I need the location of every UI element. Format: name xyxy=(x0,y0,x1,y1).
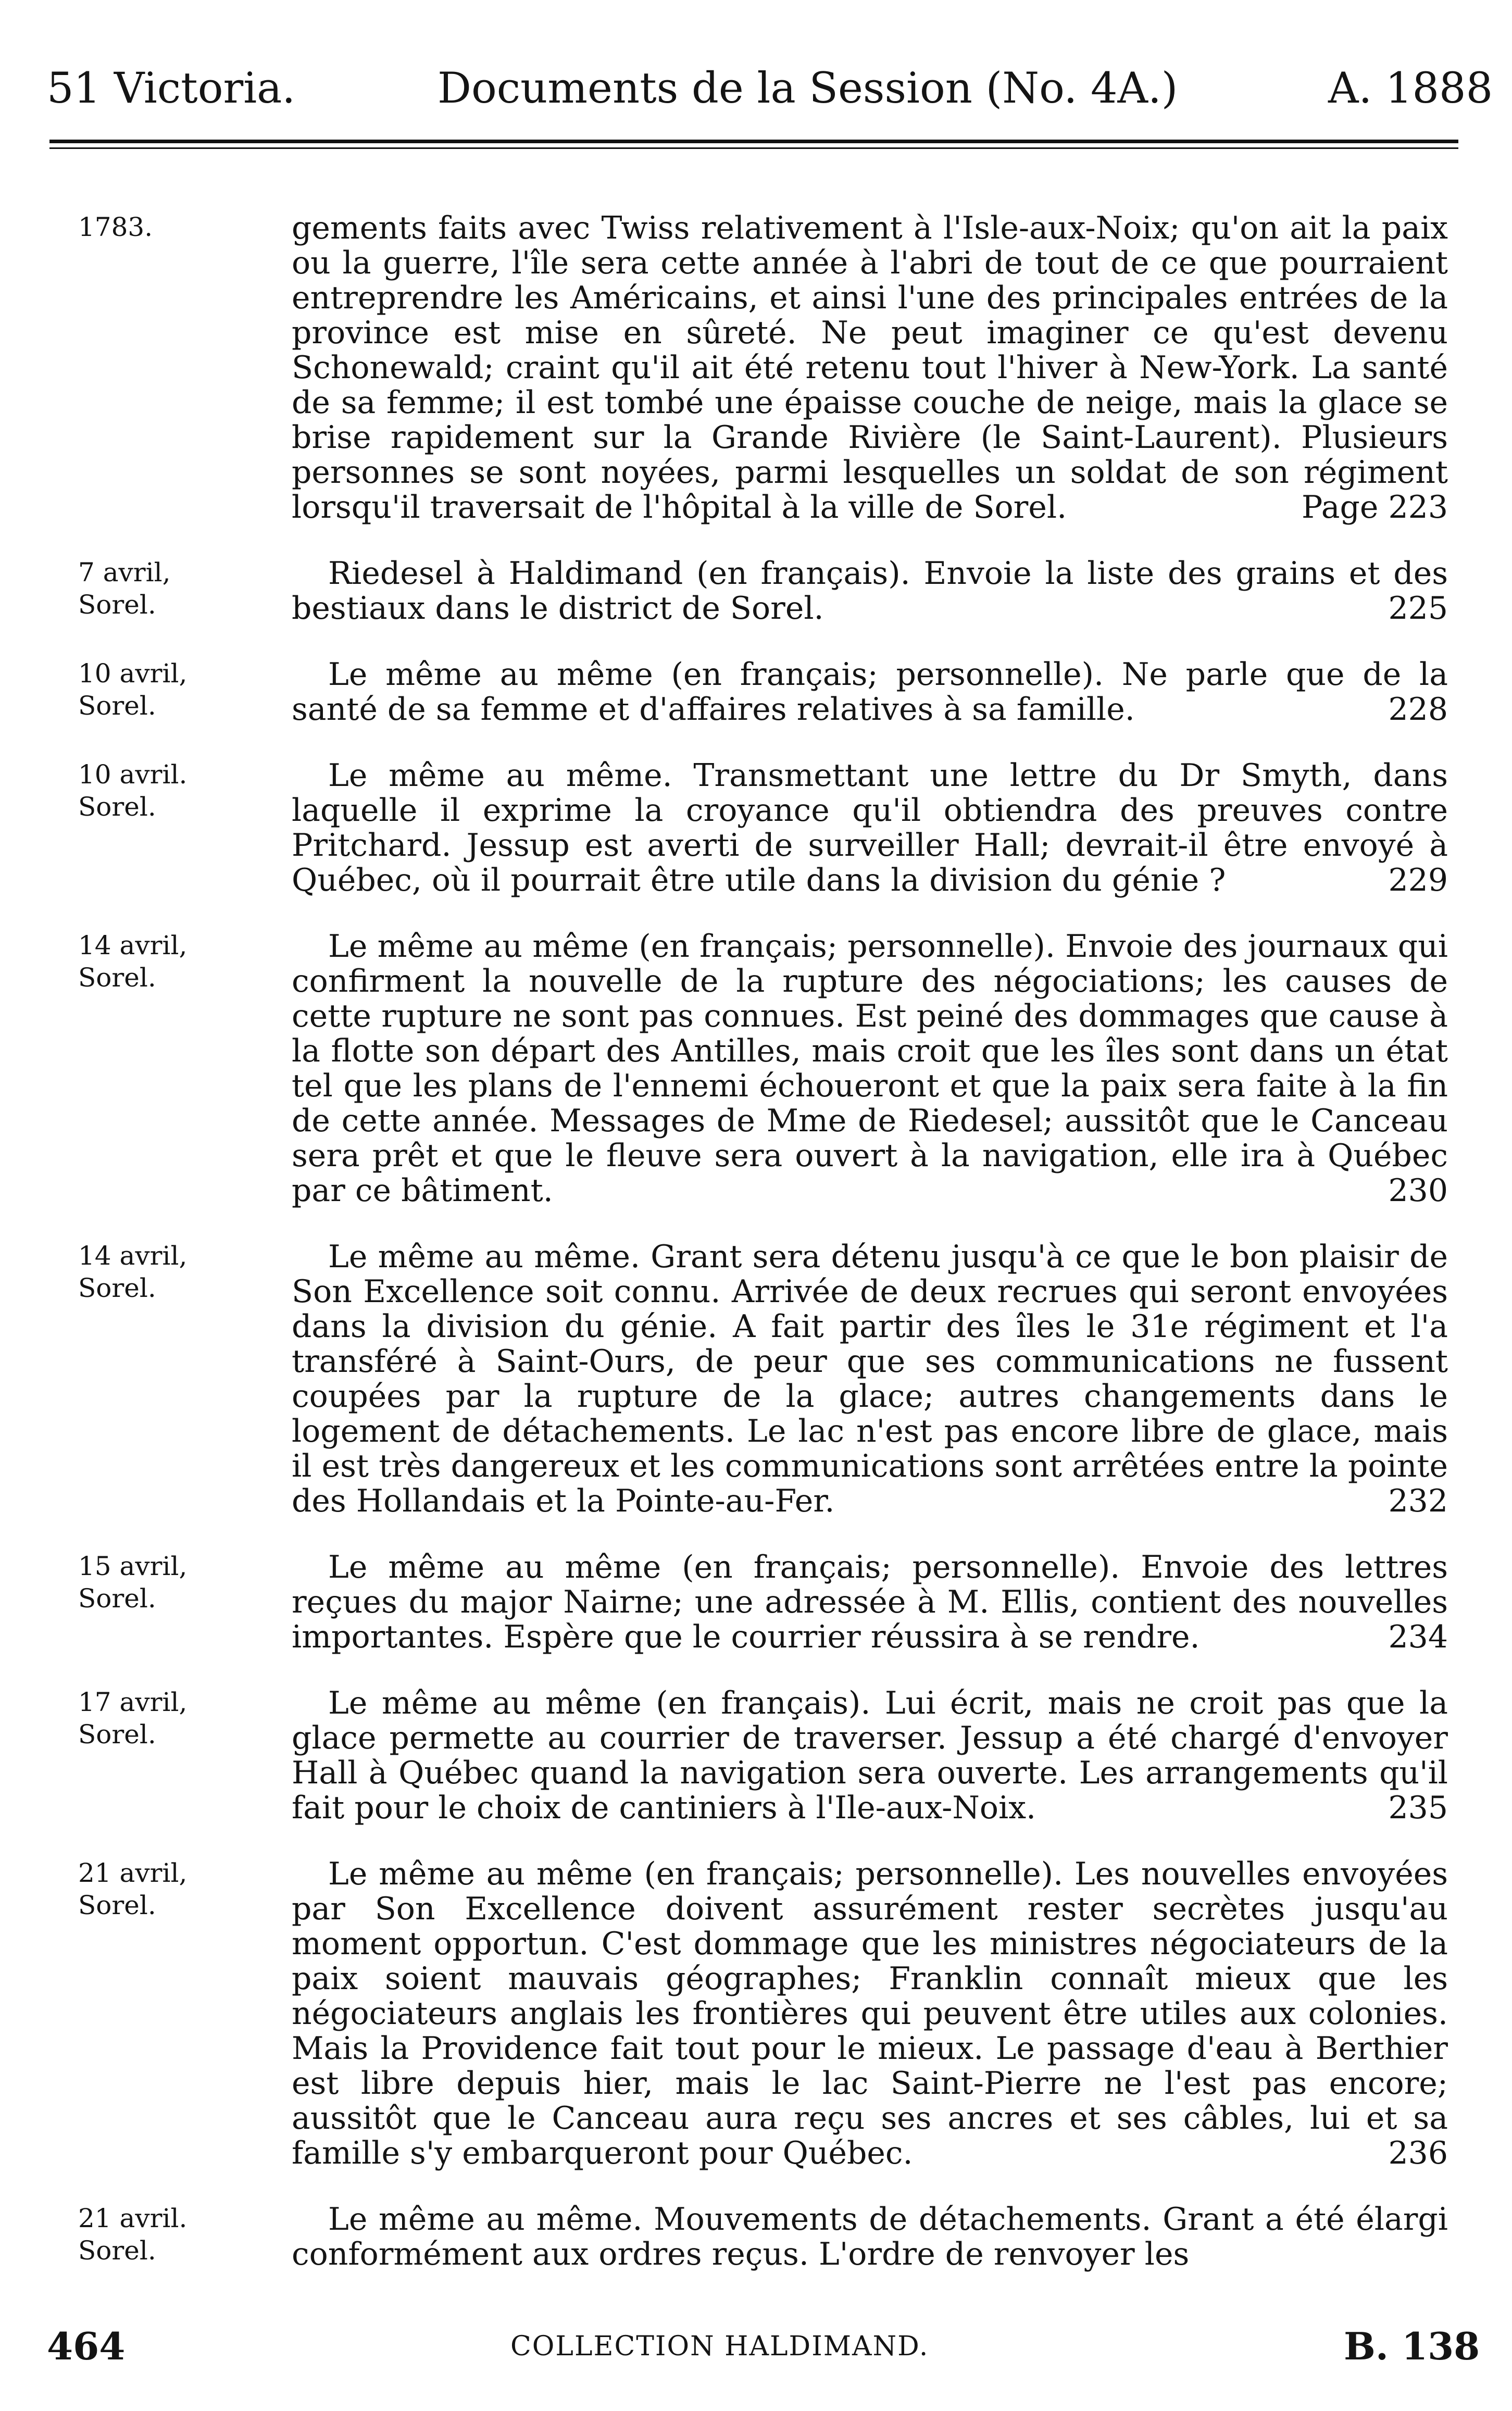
volume-reference: B. 138 xyxy=(1344,2324,1480,2368)
margin-date xyxy=(78,211,271,243)
page-number: 464 xyxy=(47,2324,126,2368)
page-reference: 234 xyxy=(1388,1619,1448,1655)
entry-place: Sorel. xyxy=(78,590,156,620)
entry-text xyxy=(292,758,1448,898)
entry-text xyxy=(292,929,1448,1208)
entry-date: 10 avril. xyxy=(78,759,188,790)
entry-text xyxy=(292,211,1448,525)
entry-body: Le même au même (en français; personnelle). Ne parle que de la santé de sa femme et d'affaires relatives à sa famille. xyxy=(292,656,1448,728)
entry-place: Sorel. xyxy=(78,963,156,993)
margin-date xyxy=(78,758,271,823)
page-footer xyxy=(47,2318,1480,2375)
margin-date xyxy=(78,1240,271,1304)
entry xyxy=(78,2202,1458,2272)
entry xyxy=(78,929,1458,1208)
margin-date xyxy=(78,556,271,621)
entry-body: Le même au même. Transmettant une lettre du Dr Smyth, dans laquelle il exprime la croyance qu'il obtiendra des preuves contre Pritchard. Jessup est averti de surveiller Hall; devrait-il être envoyé à Québec, où il pourrait être utile dans la division du génie ? xyxy=(292,757,1448,898)
page-reference: 229 xyxy=(1388,862,1448,898)
entry-body: Le même au même. Mouvements de détachements. Grant a été élargi conformément aux ordres reçus. L'ordre de renvoyer les xyxy=(292,2201,1448,2272)
margin-date xyxy=(78,1686,271,1751)
entry-continuation xyxy=(78,211,1458,525)
entry-body: Le même au même. Grant sera détenu jusqu'à ce que le bon plaisir de Son Excellence soit connu. Arrivée de deux recrues qui seront envoyées dans la division du génie. A fait partir des îles le 31e régiment et l'a transféré à Saint-Ours, de peur que ses communications ne fussent coupées par la rupture de la glace; autres changements dans le logement de détachements. Le lac n'est pas encore libre de glace, mais il est très dangereux et les communications sont arrêtées entre la pointe des Hollandais et la Pointe-au-Fer. xyxy=(292,1239,1448,1519)
page-reference: Page 223 xyxy=(1302,489,1448,526)
entry-body: Le même au même (en français; personnelle). Les nouvelles envoyées par Son Excellence doivent assurément rester secrètes jusqu'au moment opportun. C'est dommage que les ministres négociateurs de la paix soient mauvais géographes; Franklin connaît mieux que les négociateurs anglais les frontières qui peuvent être utiles aux colonies. Mais la Providence fait tout pour le mieux. Le passage d'eau à Berthier est libre depuis hier, mais le lac Saint-Pierre ne l'est pas encore; aussitôt que le Canceau aura reçu ses ancres et ses câbles, lui et sa famille s'y embarqueront pour Québec. xyxy=(292,1856,1448,2171)
entry-date: 1783. xyxy=(78,212,153,242)
collection-name: COLLECTION HALDIMAND. xyxy=(510,2331,929,2362)
entry-date: 21 avril. xyxy=(78,2203,188,2233)
margin-date xyxy=(78,1550,271,1615)
page-reference: 230 xyxy=(1388,1172,1448,1209)
entry-text xyxy=(292,657,1448,727)
entry-date: 7 avril, xyxy=(78,557,171,588)
margin-date xyxy=(78,1857,271,1921)
entry-place: Sorel. xyxy=(78,1583,156,1614)
entry xyxy=(78,1686,1458,1826)
entry-body: Le même au même (en français). Lui écrit, mais ne croit pas que la glace permette au courrier de traverser. Jessup a été chargé d'envoyer Hall à Québec quand la navigation sera ouverte. Les arrangements qu'il fait pour le choix de cantiniers à l'Ile-aux-Noix. xyxy=(292,1685,1448,1826)
header-session: 51 Victoria. xyxy=(47,64,296,113)
margin-date xyxy=(78,929,271,994)
entry-body: Le même au même (en français; personnelle). Envoie des lettres reçues du major Nairne; une adressée à M. Ellis, contient des nouvelles importantes. Espère que le courrier réussira à se rendre. xyxy=(292,1549,1448,1655)
entry-place: Sorel. xyxy=(78,691,156,721)
entry xyxy=(78,1857,1458,2171)
entry xyxy=(78,1550,1458,1655)
page-reference: 232 xyxy=(1388,1483,1448,1519)
entry-date: 17 avril, xyxy=(78,1687,188,1717)
entry-date: 15 avril, xyxy=(78,1551,188,1581)
entry-text xyxy=(292,556,1448,626)
page-reference: 236 xyxy=(1388,2135,1448,2171)
header-rule xyxy=(49,140,1458,143)
header-rule-thin xyxy=(49,147,1458,149)
entry-date: 21 avril, xyxy=(78,1858,188,1888)
document-body xyxy=(78,180,1458,2272)
page-reference: 235 xyxy=(1388,1790,1448,1826)
page-reference: 228 xyxy=(1388,691,1448,728)
entry-date: 14 avril, xyxy=(78,1241,188,1271)
margin-date xyxy=(78,2202,271,2267)
entry xyxy=(78,556,1458,626)
margin-date xyxy=(78,657,271,722)
entry xyxy=(78,1240,1458,1519)
entry-body: Le même au même (en français; personnelle). Envoie des journaux qui confirment la nouvelle de la rupture des négociations; les causes de cette rupture ne sont pas connues. Est peiné des dommages que cause à la flotte son départ des Antilles, mais croit que les îles sont dans un état tel que les plans de l'ennemi échoueront et que la paix sera faite à la fin de cette année. Messages de Mme de Riedesel; aussitôt que le Canceau sera prêt et que le fleuve sera ouvert à la navigation, elle ira à Québec par ce bâtiment. xyxy=(292,928,1448,1209)
entry-date: 10 avril, xyxy=(78,658,188,689)
entry-text xyxy=(292,1550,1448,1655)
entry-body: Riedesel à Haldimand (en français). Envoie la liste des grains et des bestiaux dans le district de Sorel. xyxy=(292,555,1448,627)
entry xyxy=(78,758,1458,898)
entry-place: Sorel. xyxy=(78,1273,156,1303)
entry-date: 14 avril, xyxy=(78,930,188,960)
entry-place: Sorel. xyxy=(78,1719,156,1750)
header-year: A. 1888 xyxy=(1328,64,1493,113)
entry-body: gements faits avec Twiss relativement à l'Isle-aux-Noix; qu'on ait la paix ou la guerre, l'île sera cette année à l'abri de tout de ce que pourraient entreprendre les Américains, et ainsi l'une des principales entrées de la province est mise en sûreté. Ne peut imaginer ce qu'est devenu Schonewald; craint qu'il ait été retenu tout l'hiver à New-York. La santé de sa femme; il est tombé une épaisse couche de neige, mais la glace se brise rapidement sur la Grande Rivière (le Saint-Laurent). Plusieurs personnes se sont noyées, parmi lesquelles un soldat de son régiment lorsqu'il traversait de l'hôpital à la ville de Sorel. xyxy=(292,210,1448,526)
page-header xyxy=(47,47,1493,130)
entry-text xyxy=(292,1686,1448,1826)
entry xyxy=(78,657,1458,727)
entry-place: Sorel. xyxy=(78,2235,156,2266)
entry-place: Sorel. xyxy=(78,1890,156,1920)
entry-place: Sorel. xyxy=(78,792,156,822)
header-title: Documents de la Session (No. 4A.) xyxy=(438,64,1178,113)
page-reference: 225 xyxy=(1388,590,1448,627)
entry-text xyxy=(292,2202,1448,2272)
entry-text xyxy=(292,1240,1448,1519)
entry-text xyxy=(292,1857,1448,2171)
